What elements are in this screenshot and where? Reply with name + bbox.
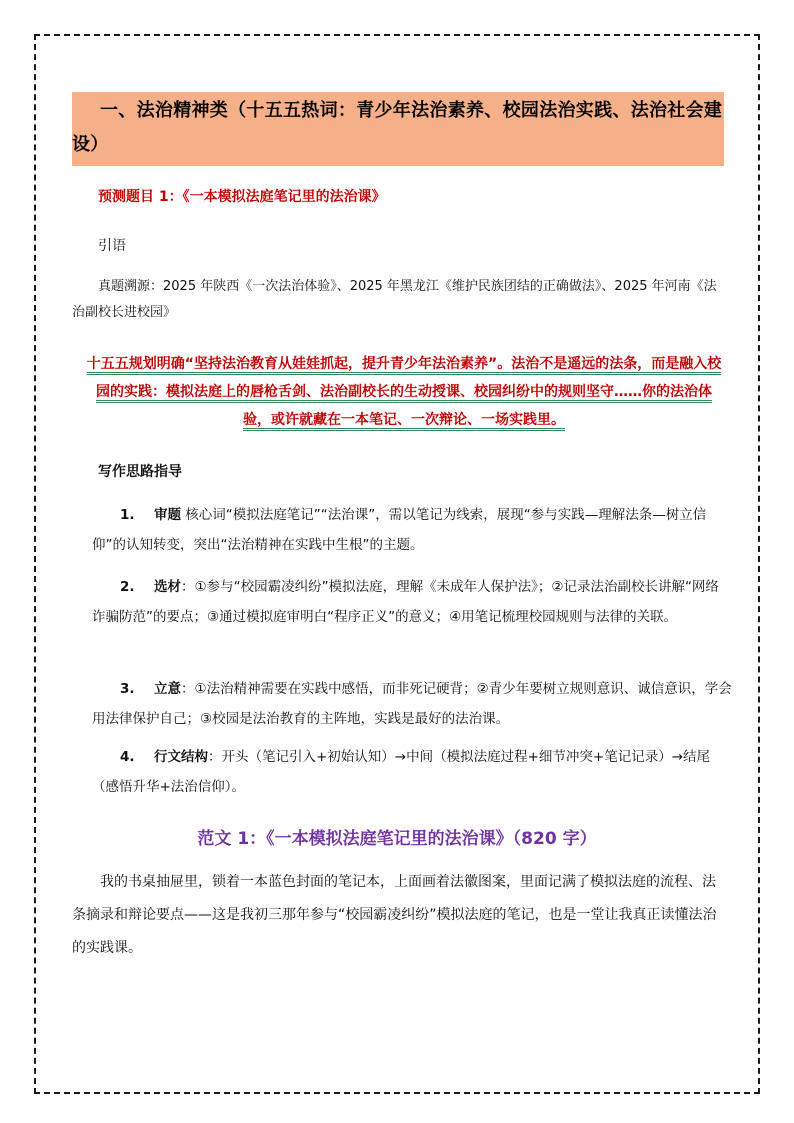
guide-item-keyword: 选材	[154, 579, 181, 595]
guide-item-number: 3.	[120, 681, 135, 697]
guide-item-keyword: 行文结构	[154, 749, 208, 765]
guide-item	[92, 500, 732, 560]
essay-title: 范文 1：《一本模拟法庭笔记里的法治课》（820 字）	[197, 829, 597, 849]
source-text: 真题溯源：2025 年陕西《一次法治体验》、2025 年黑龙江《维护民族团结的正确做法》、2025 年河南《法治副校长进校园》	[72, 279, 717, 320]
guide-item-text: ：开头（笔记引入+初始认知）→中间（模拟法庭过程+细节冲突+笔记记录）→结尾（感悟升华+法治信仰）。	[92, 749, 711, 795]
essay-paragraph: 我的书桌抽屉里，锁着一本蓝色封面的笔记本，上面画着法徽图案，里面记满了模拟法庭的流程、法条摘录和辩论要点——这是我初三那年参与“校园霸凌纠纷”模拟法庭的笔记，也是一堂让我真正读懂法治的实践课。	[72, 874, 717, 956]
guide-item-number: 4.	[120, 749, 135, 765]
guide-item-number: 2.	[120, 579, 135, 595]
guide-item-keyword: 审题	[154, 507, 181, 523]
guide-item-text: ：①法治精神需要在实践中感悟，而非死记硬背；②青少年要树立规则意识、诚信意识，学会用法律保护自己；③校园是法治教育的主阵地，实践是最好的法治课。	[92, 681, 732, 727]
intro-label: 引语	[98, 238, 126, 254]
guide-item	[92, 742, 732, 802]
guide-item-keyword: 立意	[154, 681, 181, 697]
intro-quote: 十五五规划明确“坚持法治教育从娃娃抓起，提升青少年法治素养”。法治不是遥远的法条，而是融入校园的实践：模拟法庭上的唇枪舌剑、法治副校长的生动授课、校园纠纷中的规则坚守……你的法治体验，或许就藏在一本笔记、一次辩论、一场实践里。	[86, 356, 722, 428]
prediction-title: 预测题目 1：《一本模拟法庭笔记里的法治课》	[98, 189, 386, 205]
section-heading: 一、法治精神类（十五五热词：青少年法治素养、校园法治实践、法治社会建设）	[72, 100, 723, 155]
guide-item-text: 核心词“模拟法庭笔记”“法治课”，需以笔记为线索，展现“参与实践—理解法条—树立信仰”的认知转变，突出“法治精神在实践中生根”的主题。	[92, 507, 707, 553]
guide-item-text: ：①参与“校园霸凌纠纷”模拟法庭，理解《未成年人保护法》；②记录法治副校长讲解“网络诈骗防范”的要点；③通过模拟庭审明白“程序正义”的意义；④用笔记梳理校园规则与法律的关联。	[92, 579, 719, 625]
guide-title: 写作思路指导	[98, 464, 182, 480]
guide-item-number: 1.	[120, 507, 135, 523]
guide-item	[92, 572, 732, 632]
guide-item	[92, 674, 732, 734]
